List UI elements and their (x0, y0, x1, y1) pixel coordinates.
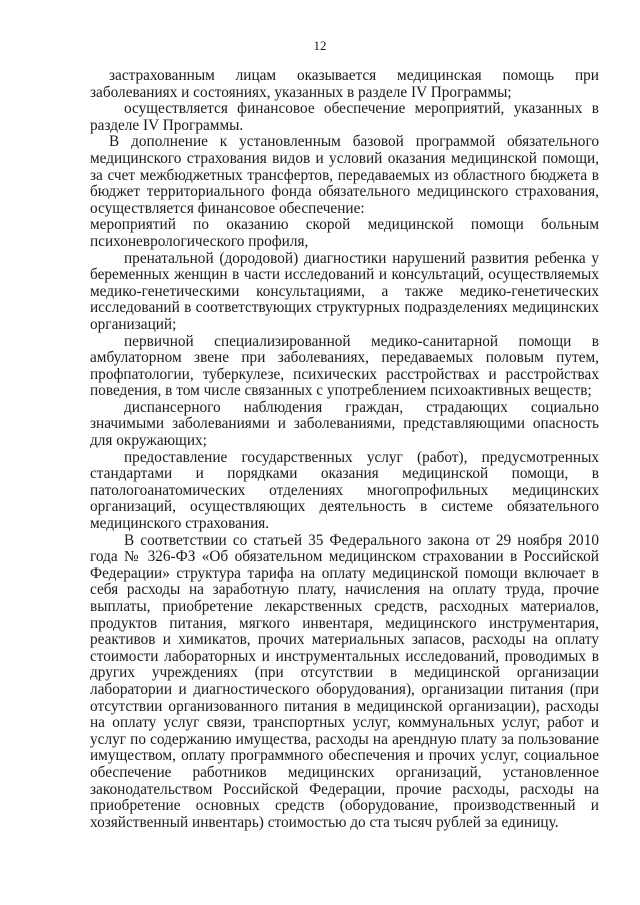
paragraph-3: В дополнение к установленным базовой программой обязательного медицинского страхования видов и условий оказания медицинской помощи, за счет межбюджетных трансфертов, передаваемых из областного бюджета в бюджет территориального фонда обязательного медицинского страхования, осуществляется финансовое обеспечение: (90, 133, 599, 217)
paragraph-5: пренатальной (дородовой) диагностики нарушений развития ребенка у беременных женщин в части исследований и консультаций, осуществляемых медико-генетическими консультациями, а также медико-генетических исследований в соответствующих структурных подразделениях медицинских организаций; (90, 249, 599, 333)
paragraph-7: диспансерного наблюдения граждан, страдающих социально значимыми заболеваниями и заболеваниями, представляющими опасность для окружающих; (90, 398, 599, 450)
paragraph-6: первичной специализированной медико-санитарной помощи в амбулаторном звене при заболеваниях, передаваемых половым путем, профпатологии, туберкулезе, психических расстройствах и расстройствах поведения, в том числе связанных с употреблением психоактивных веществ; (90, 332, 599, 400)
document-body (90, 68, 599, 831)
paragraph-2: осуществляется финансовое обеспечение мероприятий, указанных в разделе IV Программы. (90, 100, 599, 134)
paragraph-8: предоставление государственных услуг (работ), предусмотренных стандартами и порядками оказания медицинской помощи, в патологоанатомических отделениях многопрофильных медицинских организаций, осуществляющих деятельность в системе обязательного медицинского страхования. (90, 448, 599, 533)
paragraph-1: застрахованным лицам оказывается медицинская помощь при заболеваниях и состояниях, указанных в разделе IV Программы; (90, 67, 599, 101)
paragraph-4: мероприятий по оказанию скорой медицинской помощи больным психоневрологического профиля, (90, 216, 599, 250)
page-number: 12 (313, 38, 327, 53)
paragraph-9: В соответствии со статьей 35 Федерального закона от 29 ноября 2010 года № 326-ФЗ «Об обязательном медицинском страховании в Российской Федерации» структура тарифа на оплату медицинской помощи включает в себя расходы на заработную плату, начисления на оплату труда, прочие выплаты, приобретение лекарственных средств, расходных материалов, продуктов питания, мягкого инвентаря, медицинского инструментария, реактивов и химикатов, прочих материальных запасов, расходы на оплату стоимости лабораторных и инструментальных исследований, проводимых в других учреждениях (при отсутствии в медицинской организации лаборатории и диагностического оборудования), организации питания (при отсутствии организованного питания в медицинской организации), расходы на оплату услуг связи, транспортных услуг, коммунальных услуг, работ и услуг по содержанию имущества, расходы на арендную плату за пользование имуществом, оплату программного обеспечения и прочих услуг, социальное обеспечение работников медицинских организаций, установленное законодательством Российской Федерации, прочие расходы, расходы на приобретение основных средств (оборудование, производственный и хозяйственный инвентарь) стоимостью до ста тысяч рублей за единицу. (90, 531, 599, 831)
